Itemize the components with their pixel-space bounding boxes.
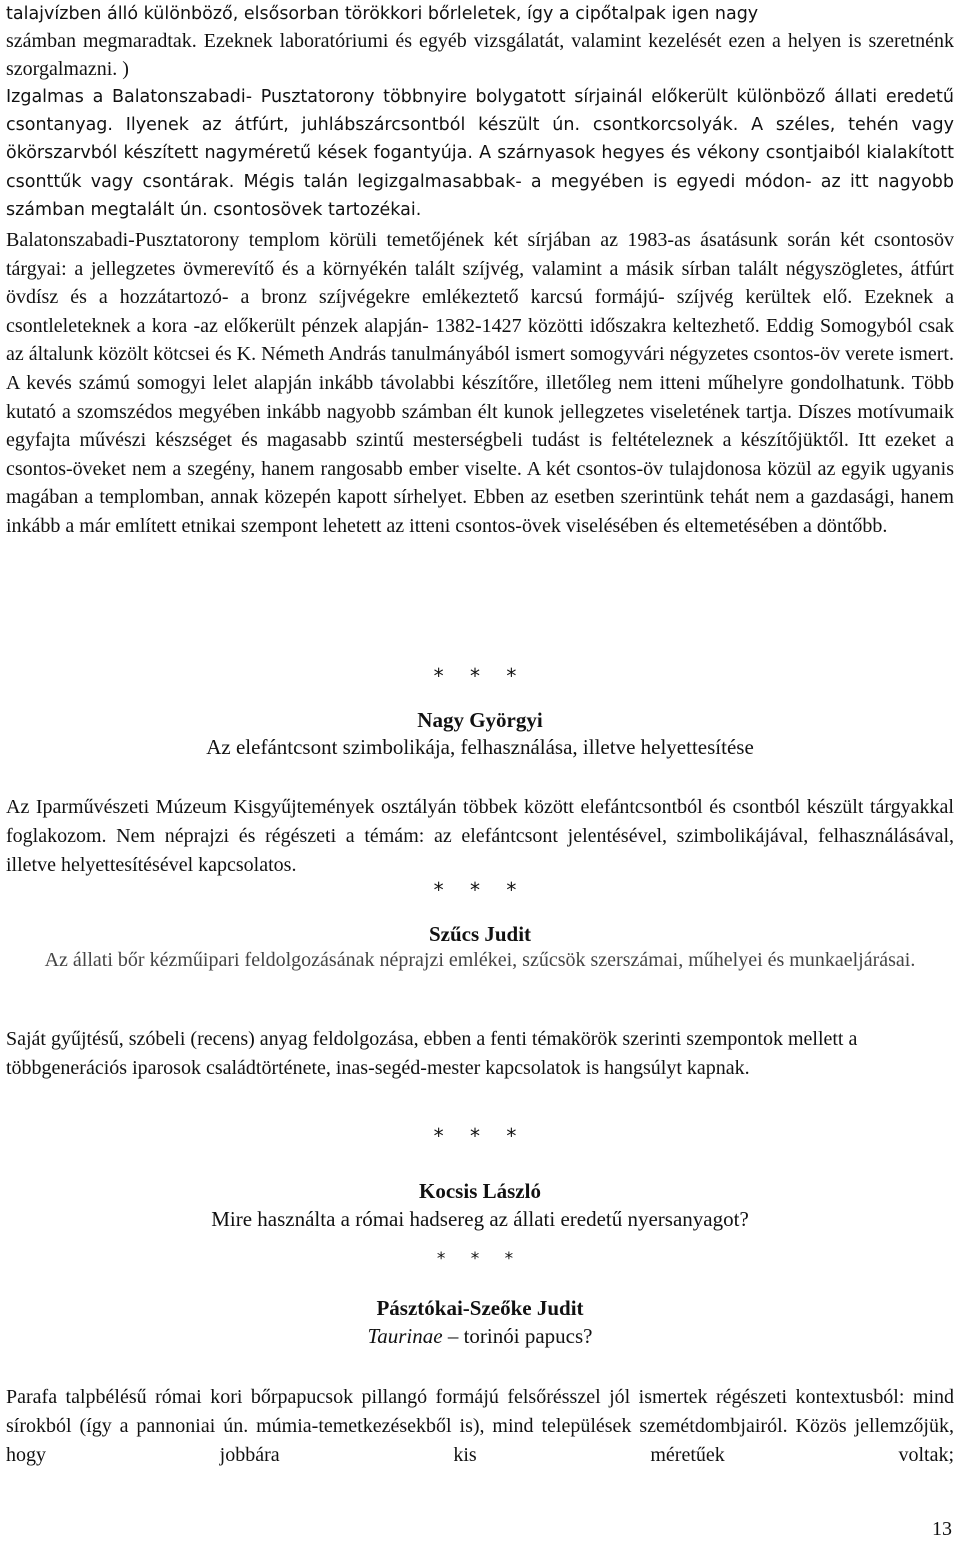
separator-stars-4: * * * <box>436 1249 524 1269</box>
separator-stars-2: * * * <box>433 878 527 902</box>
title-taurinae <box>6 1322 954 1350</box>
page-number: 13 <box>932 1518 952 1540</box>
author-pasztokai-szeoke-judit: Pásztókai-Szeőke Judit <box>376 1296 584 1320</box>
separator-stars-3: * * * <box>433 1124 527 1148</box>
paragraph-intro-sans: talajvízben álló különböző, elsősorban törökkori bőrleletek, így a cipőtalpak igen nagy <box>6 4 759 24</box>
paragraph-bone-finds: Izgalmas a Balatonszabadi- Pusztatorony többnyire bolygatott sírjainál előkerült különböző állati eredetű csontanyag. Ilyenek az átfúrt, juhlábszárcsontból készült ún. csontkorcsolyák. A széles, tehén vagy ökörszarvból készített nagyméretű kések fogantyúja. A szárnyasok hegyes és vékony csontjaiból kialakított csonttűk vagy csontárak. Mégis talán legizgalmasabbak- a megyében is egyedi módon- az itt nagyobb számban megtalált ún. csontosövek tartozékai. <box>6 87 954 220</box>
paragraph-leather-crafts: Saját gyűjtésű, szóbeli (recens) anyag feldolgozása, ebben a fenti témakörök szerinti szempontok mellett a többgenerációs iparosok családtörténete, inas-segéd-mester kapcsolatok is hangsúlyt kapnak. <box>6 1028 858 1079</box>
paragraph-intro-serif: számban megmaradtak. Ezeknek laboratóriumi és egyéb vizsgálatát, valamint kezelését ezen a helyen is szeretnénk szorgalmazni. ) <box>6 30 954 80</box>
title-leather-crafts: Az állati bőr kézműipari feldolgozásának néprajzi emlékei, szűcsök szerszámai, műhelyei és munkaeljárásai. <box>44 949 916 971</box>
author-szucs-judit: Szűcs Judit <box>428 922 532 946</box>
title-taurinae-italic: Taurinae <box>367 1324 443 1348</box>
paragraph-roman-slippers: Parafa talpbélésű római kori bőrpapucsok pillangó formájú felsőrésszel jól ismertek régészeti kontextusból: mind sírokból (így a pannoniai ún. múmia-temetkezésekből is), mind települések szemétdombjairól. Közös jellemzőjük, hogy jobbára kis méretűek voltak; <box>6 1386 954 1466</box>
paragraph-ivory: Az Iparművészeti Múzeum Kisgyűjtemények osztályán többek között elefántcsontból és csontból készült tárgyakkal foglakozom. Nem néprajzi és régészeti a témám: az elefántcsont jelentésével, szimbolikájával, felhasználásával, illetve helyettesítésével kapcsolatos. <box>6 796 954 876</box>
paragraph-bone-belts: Balatonszabadi-Pusztatorony templom körüli temetőjének két sírjában az 1983-as ásatásunk során két csontosöv tárgyai: a jellegzetes övmerevítő és a környékén talált szíjvég, valamint a másik sírban talált négyszögletes, átfúrt övdísz és a hozzátartozó- a bronz szíjvégekre emlékeztető karcsú formájú- szíjvég kerültek elő. Ezeknek a csontleleteknek a kora -az előkerült pénzek alapján- 1382-1427 közötti időszakra keltezhető. Eddig Somogyból csak az általunk közölt kötcsei és K. Németh András tanulmányából ismert somogyvári négyzetes csontos-öv verete ismert. A kevés számú somogyi lelet alapján inkább távolabbi készítőre, illetőleg nem itteni műhelyre gondolhatunk. Több kutató a szomszédos megyében inkább nagyobb számban élt kunok jellegzetes viseletének tartja. Díszes motívumaik egyfajta művészi készséget és magasabb szintű mesterségbeli tudást is feltételeznek a készítőjüktől. Itt ezeket a csontos-öveket nem a szegény, hanem rangosabb ember viselte. A két csontos-öv tulajdonosa közül az egyik ugyanis magában a templomban, annak közepén kapott sírhelyet. Ebben az esetben szerintünk tehát nem a gazdasági, hanem inkább a már említett etnikai szempont lehetett az itteni csontos-övek viselésében és eltemetésében a döntőbb. <box>6 229 954 537</box>
title-ivory-symbolism: Az elefántcsont szimbolikája, felhasználása, illetve helyettesítése <box>206 735 754 759</box>
title-taurinae-rest: – torinói papucs? <box>442 1324 593 1348</box>
separator-stars-1: * * * <box>433 664 527 688</box>
title-roman-army: Mire használta a római hadsereg az állati eredetű nyersanyagot? <box>211 1207 749 1231</box>
author-nagy-gyorgyi: Nagy Györgyi <box>417 708 543 732</box>
author-kocsis-laszlo: Kocsis László <box>419 1179 541 1203</box>
